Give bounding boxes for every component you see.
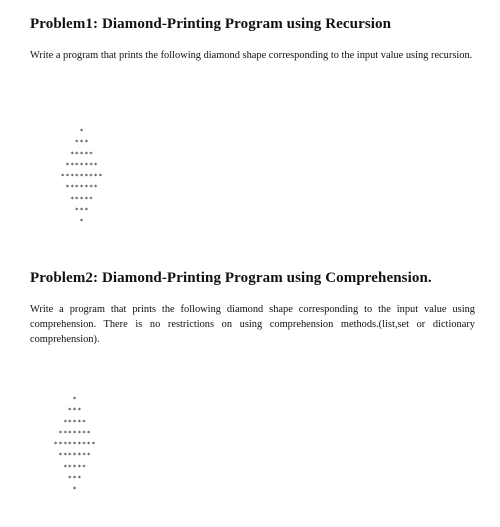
diamond-row: ********* (60, 172, 104, 181)
diamond-row: ********* (53, 440, 97, 449)
problem2-diamond (35, 394, 115, 496)
diamond-row: ***** (70, 149, 94, 158)
diamond-row: * (72, 395, 78, 403)
problem1-section (30, 14, 475, 226)
problem2-description: Write a program that prints the following diamond shape corresponding to the input value using comprehension. There is no restrictions on using comprehension methods.(list,set or dictionary comprehension). (30, 304, 475, 345)
diamond-row: ***** (63, 462, 87, 471)
problem1-title: Problem1: Diamond-Printing Program using Recursion (30, 16, 392, 32)
problem2-section (30, 268, 475, 494)
diamond-row: ******* (65, 160, 99, 169)
diamond-row: *** (74, 138, 90, 147)
diamond-row: * (79, 217, 85, 226)
problem1-description: Write a program that prints the following diamond shape corresponding to the input value using recursion. (30, 50, 473, 61)
diamond-row: *** (67, 474, 83, 483)
problem1-diamond (42, 126, 122, 228)
diamond-row: * (79, 127, 85, 135)
diamond-row: ******* (58, 451, 92, 460)
diamond-row: *** (67, 406, 83, 415)
diamond-row: ***** (63, 417, 87, 426)
diamond-row: *** (74, 206, 90, 215)
problem2-title: Problem2: Diamond-Printing Program using Comprehension. (30, 270, 432, 286)
diamond-row: ******* (58, 428, 92, 437)
diamond-row: ***** (70, 194, 94, 203)
diamond-row: * (72, 485, 78, 494)
diamond-row: ******* (65, 183, 99, 192)
